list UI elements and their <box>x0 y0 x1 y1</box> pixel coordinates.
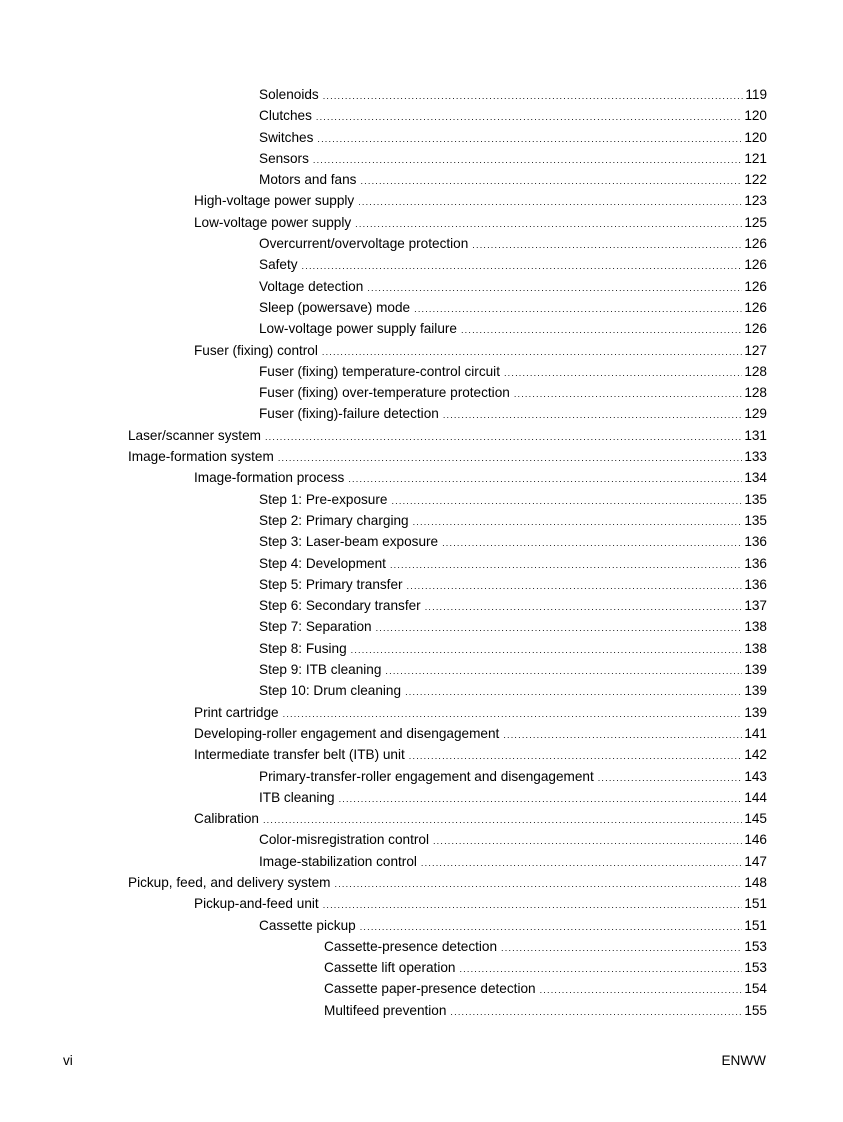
toc-entry-title: Cassette-presence detection <box>324 938 498 954</box>
dot-leader <box>514 384 742 405</box>
toc-entry-title: Cassette paper-presence detection <box>324 981 536 997</box>
toc-entry-page-number: 151 <box>744 896 767 912</box>
toc-entry-line[interactable] <box>259 531 767 554</box>
dot-leader <box>391 491 742 512</box>
toc-entry-title: Intermediate transfer belt (ITB) unit <box>194 747 405 763</box>
toc-entry[interactable] <box>0 233 843 254</box>
toc-entry-title: Step 2: Primary charging <box>259 512 409 528</box>
toc-entry-page-number: 122 <box>744 172 767 188</box>
toc-entry-title: Clutches <box>259 108 312 124</box>
toc-entry-line[interactable] <box>259 851 767 874</box>
toc-entry-page-number: 148 <box>744 874 767 890</box>
toc-entry[interactable] <box>0 446 843 467</box>
toc-entry-page-number: 142 <box>744 747 767 763</box>
toc-entry-line[interactable] <box>259 318 767 341</box>
toc-entry-title: Overcurrent/overvoltage protection <box>259 236 469 252</box>
toc-entry-line[interactable] <box>259 553 767 576</box>
toc-entry-line[interactable] <box>259 382 767 405</box>
toc-entry-page-number: 154 <box>744 981 767 997</box>
toc-entry-title: Image-formation process <box>194 470 345 486</box>
toc-entry[interactable] <box>0 382 843 403</box>
toc-entry-title: Fuser (fixing)-failure detection <box>259 406 439 422</box>
toc-entry-line[interactable] <box>259 915 767 938</box>
toc-entry-title: Step 5: Primary transfer <box>259 576 403 592</box>
toc-entry[interactable] <box>0 127 843 148</box>
toc-entry-page-number: 136 <box>744 555 767 571</box>
toc-entry-page-number: 145 <box>744 811 767 827</box>
toc-entry[interactable] <box>0 787 843 808</box>
toc-entry[interactable] <box>0 595 843 616</box>
dot-leader <box>335 874 743 895</box>
toc-entry-page-number: 147 <box>744 853 767 869</box>
toc-entry[interactable] <box>0 212 843 233</box>
dot-leader <box>385 661 742 682</box>
toc-entry-page-number: 119 <box>745 87 767 102</box>
toc-entry-page-number: 155 <box>744 1002 767 1018</box>
dot-leader <box>302 256 743 277</box>
toc-entry-line[interactable] <box>259 510 767 533</box>
toc-entry-title: Color-misregistration control <box>259 832 429 848</box>
toc-entry[interactable] <box>0 510 843 531</box>
toc-entry[interactable] <box>0 489 843 510</box>
toc-entry-line[interactable] <box>324 978 767 1001</box>
dot-leader <box>390 555 742 576</box>
dot-leader <box>265 427 742 448</box>
toc-entry-title: Pickup-and-feed unit <box>194 896 319 912</box>
toc-entry[interactable] <box>0 808 843 829</box>
toc-entry[interactable] <box>0 148 843 169</box>
toc-entry-line[interactable] <box>128 872 767 895</box>
toc-entry-page-number: 126 <box>744 236 767 252</box>
toc-entry-page-number: 126 <box>744 321 767 337</box>
toc-entry-title: High-voltage power supply <box>194 193 355 209</box>
dot-leader <box>472 235 742 256</box>
toc-entry[interactable] <box>0 425 843 446</box>
toc-entry-line[interactable] <box>259 361 767 384</box>
toc-entry-line[interactable] <box>259 829 767 852</box>
toc-entry-page-number: 153 <box>744 938 767 954</box>
dot-leader <box>504 363 742 384</box>
dot-leader <box>355 214 742 235</box>
dot-leader <box>414 299 742 320</box>
toc-entry-page-number: 138 <box>744 640 767 656</box>
toc-entry-title: Step 3: Laser-beam exposure <box>259 534 439 550</box>
toc-entry-page-number: 128 <box>744 363 767 379</box>
dot-leader <box>348 469 742 490</box>
toc-entry[interactable] <box>0 403 843 424</box>
toc-entry[interactable] <box>0 574 843 595</box>
toc-entry-page-number: 123 <box>744 193 767 209</box>
toc-entry-page-number: 139 <box>744 704 767 720</box>
toc-entry-title: Cassette pickup <box>259 917 356 933</box>
toc-entry-page-number: 139 <box>744 683 767 699</box>
toc-entry[interactable] <box>0 467 843 488</box>
toc-entry-line[interactable] <box>259 574 767 597</box>
toc-entry-page-number: 133 <box>744 449 767 465</box>
toc-entry[interactable] <box>0 276 843 297</box>
toc-entry-title: Fuser (fixing) control <box>194 342 318 358</box>
toc-entry-line[interactable] <box>324 957 767 980</box>
toc-entry-line[interactable] <box>194 893 767 916</box>
toc-entry-title: Step 10: Drum cleaning <box>259 683 402 699</box>
toc-entry[interactable] <box>0 851 843 872</box>
dot-leader <box>413 512 743 533</box>
dot-leader <box>450 1002 742 1023</box>
toc-entry-line[interactable] <box>194 723 767 746</box>
toc-entry-line[interactable] <box>259 254 767 277</box>
toc-entry[interactable] <box>0 766 843 787</box>
toc-entry-line[interactable] <box>259 659 767 682</box>
toc-entry-title: ITB cleaning <box>259 789 335 805</box>
toc-entry-title: Step 4: Development <box>259 555 386 571</box>
dot-leader <box>360 917 743 938</box>
toc-entry-line[interactable] <box>324 1000 767 1023</box>
toc-entry-page-number: 128 <box>744 385 767 401</box>
toc-entry-line[interactable] <box>194 190 767 213</box>
dot-leader <box>405 682 742 703</box>
toc-entry[interactable] <box>0 957 843 978</box>
toc-entry-line[interactable] <box>259 680 767 703</box>
toc-entry[interactable] <box>0 531 843 552</box>
toc-entry[interactable] <box>0 915 843 936</box>
dot-leader <box>316 107 742 128</box>
dot-leader <box>443 405 743 426</box>
toc-entry-title: Safety <box>259 257 298 273</box>
toc-entry-title: Sleep (powersave) mode <box>259 299 411 315</box>
toc-entry-line[interactable] <box>259 403 767 426</box>
toc-entry-title: Multifeed prevention <box>324 1002 447 1018</box>
dot-leader <box>263 810 742 831</box>
footer-doc-code: ENWW <box>721 1053 766 1068</box>
toc-entry-page-number: 135 <box>744 512 767 528</box>
toc-entry-page-number: 153 <box>744 960 767 976</box>
dot-leader <box>358 192 742 213</box>
toc-entry[interactable] <box>0 169 843 190</box>
dot-leader <box>409 746 743 767</box>
toc-entry-line[interactable] <box>194 702 767 725</box>
dot-leader <box>283 704 743 725</box>
dot-leader <box>317 129 742 150</box>
toc-entry[interactable] <box>0 297 843 318</box>
dot-leader <box>407 576 743 597</box>
toc-entry[interactable] <box>0 254 843 275</box>
toc-entry-page-number: 151 <box>744 917 767 933</box>
dot-leader <box>459 959 742 980</box>
toc-entry-page-number: 144 <box>744 789 767 805</box>
toc-entry-title: Motors and fans <box>259 172 357 188</box>
toc-entry[interactable] <box>0 893 843 914</box>
toc-entry[interactable] <box>0 829 843 850</box>
toc-entry-page-number: 120 <box>744 129 767 145</box>
dot-leader <box>323 895 743 916</box>
toc-entry-page-number: 126 <box>744 299 767 315</box>
dot-leader <box>540 980 743 1001</box>
toc-entry[interactable] <box>0 361 843 382</box>
toc-entry-line[interactable] <box>128 446 767 469</box>
toc-entry-page-number: 126 <box>744 278 767 294</box>
toc-entry[interactable] <box>0 105 843 126</box>
toc-entry-title: Sensors <box>259 150 309 166</box>
toc-entry-title: Step 6: Secondary transfer <box>259 598 421 614</box>
dot-leader <box>376 618 743 639</box>
dot-leader <box>503 725 742 746</box>
toc-entry-title: Voltage detection <box>259 278 364 294</box>
toc-entry-title: Step 9: ITB cleaning <box>259 662 382 678</box>
toc-entry-title: Image-stabilization control <box>259 853 417 869</box>
toc-entry[interactable] <box>0 702 843 723</box>
dot-leader <box>278 448 743 469</box>
dot-leader <box>339 789 743 810</box>
toc-entry-title: Developing-roller engagement and disengagement <box>194 725 500 741</box>
toc-entry-title: Laser/scanner system <box>128 427 261 443</box>
toc-entry[interactable] <box>0 659 843 680</box>
toc-entry-page-number: 129 <box>744 406 767 422</box>
toc-entry-page-number: 127 <box>744 342 767 358</box>
toc-entry-line[interactable] <box>259 489 767 512</box>
toc-entry-line[interactable] <box>259 127 767 150</box>
toc-entry-title: Image-formation system <box>128 449 274 465</box>
toc-entry-page-number: 125 <box>744 214 767 230</box>
toc-entry[interactable] <box>0 638 843 659</box>
toc-entry-title: Step 7: Separation <box>259 619 372 635</box>
toc-entry-page-number: 136 <box>744 576 767 592</box>
toc-entry-title: Low-voltage power supply <box>194 214 352 230</box>
toc-entry-line[interactable] <box>259 766 767 789</box>
toc-entry[interactable] <box>0 190 843 211</box>
dot-leader <box>598 768 743 789</box>
toc-entry-title: Calibration <box>194 811 259 827</box>
toc-entry-page-number: 137 <box>744 598 767 614</box>
table-of-contents <box>0 84 843 1021</box>
toc-entry[interactable] <box>0 872 843 893</box>
toc-entry-line[interactable] <box>259 297 767 320</box>
toc-entry-page-number: 135 <box>744 491 767 507</box>
dot-leader <box>322 342 742 363</box>
toc-entry-page-number: 126 <box>744 257 767 273</box>
toc-entry-line[interactable] <box>259 84 767 107</box>
dot-leader <box>360 171 742 192</box>
toc-entry[interactable] <box>0 340 843 361</box>
toc-entry-line[interactable] <box>194 808 767 831</box>
toc-entry[interactable] <box>0 936 843 957</box>
toc-entry-line[interactable] <box>259 169 767 192</box>
toc-entry-title: Print cartridge <box>194 704 279 720</box>
toc-entry-line[interactable] <box>194 212 767 235</box>
dot-leader <box>421 853 742 874</box>
toc-entry-title: Low-voltage power supply failure <box>259 321 457 337</box>
toc-entry-page-number: 121 <box>744 150 767 166</box>
toc-entry[interactable] <box>0 978 843 999</box>
toc-entry-page-number: 146 <box>744 832 767 848</box>
toc-entry-line[interactable] <box>128 425 767 448</box>
toc-entry-line[interactable] <box>324 936 767 959</box>
dot-leader <box>433 831 742 852</box>
toc-entry-line[interactable] <box>259 148 767 171</box>
toc-entry-line[interactable] <box>259 787 767 810</box>
toc-entry-line[interactable] <box>259 276 767 299</box>
dot-leader <box>313 150 742 171</box>
toc-entry[interactable] <box>0 680 843 701</box>
toc-entry-page-number: 141 <box>744 725 767 741</box>
toc-entry-line[interactable] <box>194 467 767 490</box>
toc-entry-title: Cassette lift operation <box>324 960 456 976</box>
toc-entry-line[interactable] <box>259 233 767 256</box>
toc-entry-line[interactable] <box>259 638 767 661</box>
toc-entry-page-number: 136 <box>744 534 767 550</box>
footer-page-number: vi <box>63 1053 73 1068</box>
toc-entry-line[interactable] <box>259 616 767 639</box>
toc-entry-title: Step 1: Pre-exposure <box>259 491 388 507</box>
toc-entry-page-number: 120 <box>744 108 767 124</box>
toc-entry-title: Solenoids <box>259 87 319 102</box>
dot-leader <box>323 86 743 107</box>
toc-entry-line[interactable] <box>259 595 767 618</box>
toc-entry-line[interactable] <box>194 340 767 363</box>
toc-entry[interactable] <box>0 318 843 339</box>
toc-entry[interactable] <box>0 84 843 105</box>
toc-entry[interactable] <box>0 723 843 744</box>
dot-leader <box>351 640 743 661</box>
toc-entry[interactable] <box>0 1000 843 1021</box>
toc-entry-page-number: 139 <box>744 662 767 678</box>
dot-leader <box>442 533 742 554</box>
toc-entry-line[interactable] <box>259 105 767 128</box>
dot-leader <box>367 278 742 299</box>
toc-entry-page-number: 131 <box>744 427 767 443</box>
toc-entry-page-number: 134 <box>744 470 767 486</box>
toc-entry-line[interactable] <box>194 744 767 767</box>
toc-entry-title: Step 8: Fusing <box>259 640 347 656</box>
toc-entry-title: Fuser (fixing) over-temperature protection <box>259 385 510 401</box>
toc-entry[interactable] <box>0 744 843 765</box>
dot-leader <box>461 320 742 341</box>
toc-entry-title: Pickup, feed, and delivery system <box>128 874 331 890</box>
toc-entry[interactable] <box>0 616 843 637</box>
dot-leader <box>501 938 742 959</box>
toc-entry-page-number: 138 <box>744 619 767 635</box>
toc-entry-title: Fuser (fixing) temperature-control circuit <box>259 363 500 379</box>
toc-entry-title: Switches <box>259 129 314 145</box>
toc-entry[interactable] <box>0 553 843 574</box>
toc-entry-page-number: 143 <box>744 768 767 784</box>
toc-entry-title: Primary-transfer-roller engagement and disengagement <box>259 768 594 784</box>
dot-leader <box>425 597 743 618</box>
